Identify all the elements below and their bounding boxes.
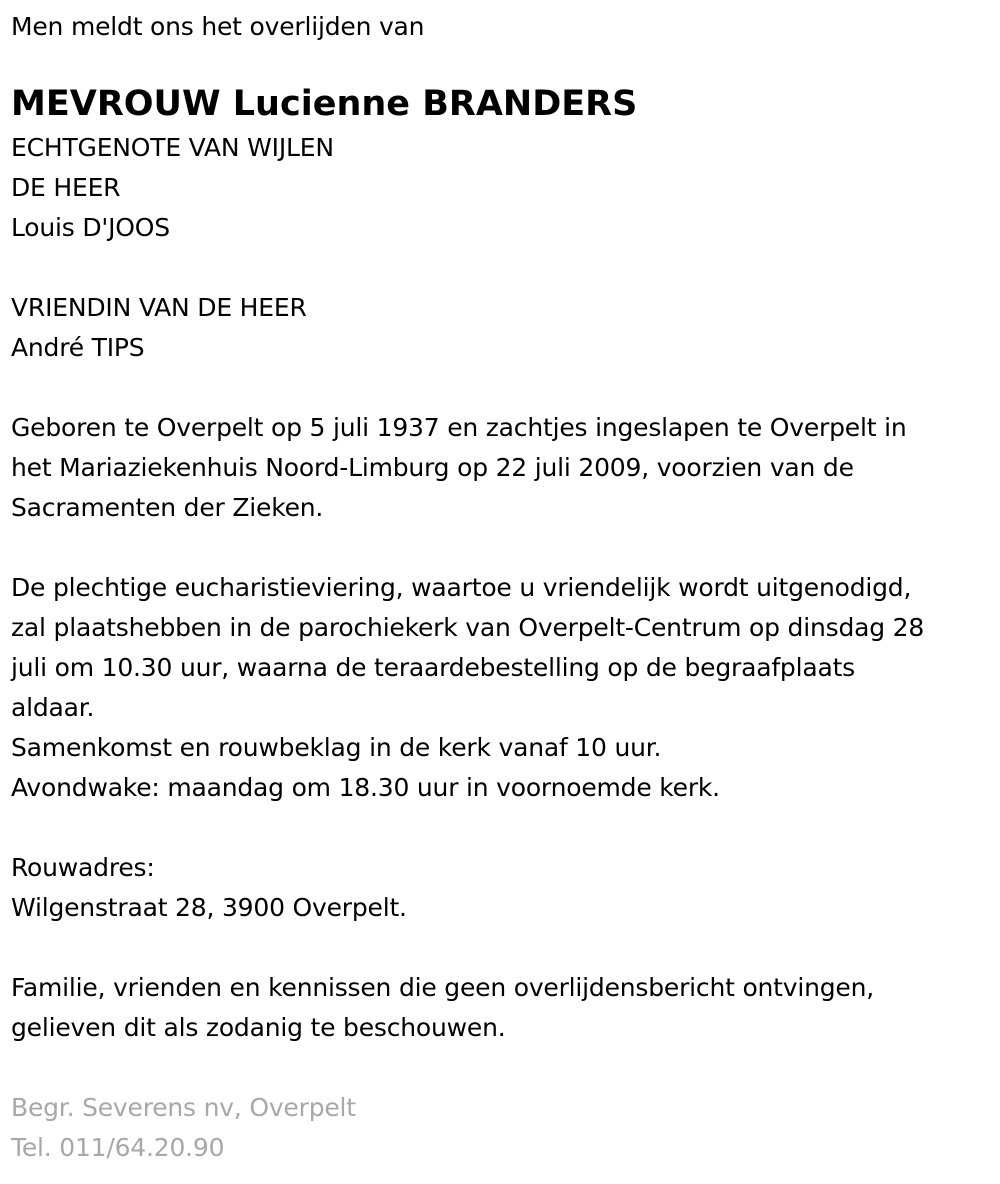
spouse-block — [11, 128, 990, 248]
closing-line: Familie, vrienden en kennissen die geen overlijdensbericht ontvingen, — [11, 973, 875, 1002]
funeral-home-phone: Tel. 011/64.20.90 — [11, 1133, 225, 1162]
funeral-home-name: Begr. Severens nv, Overpelt — [11, 1093, 356, 1122]
address-block — [11, 848, 990, 928]
closing-paragraph — [11, 968, 990, 1048]
funeral-home-footer — [11, 1088, 990, 1168]
birth-paragraph — [11, 408, 990, 528]
birth-line: het Mariaziekenhuis Noord-Limburg op 22 juli 2009, voorzien van de — [11, 453, 854, 482]
ceremony-line: De plechtige eucharistieviering, waartoe u vriendelijk wordt uitgenodigd, — [11, 573, 912, 602]
ceremony-line: Samenkomst en rouwbeklag in de kerk vanaf 10 uur. — [11, 733, 662, 762]
address-value: Wilgenstraat 28, 3900 Overpelt. — [11, 893, 407, 922]
ceremony-line: Avondwake: maandag om 18.30 uur in voornoemde kerk. — [11, 773, 720, 802]
ceremony-paragraph — [11, 568, 990, 808]
friend-line: VRIENDIN VAN DE HEER — [11, 293, 307, 322]
intro-text: Men meldt ons het overlijden van — [11, 12, 425, 41]
ceremony-line: juli om 10.30 uur, waarna de teraardebestelling op de begraafplaats — [11, 653, 856, 682]
ceremony-line: zal plaatshebben in de parochiekerk van Overpelt-Centrum op dinsdag 28 — [11, 613, 925, 642]
closing-line: gelieven dit als zodanig te beschouwen. — [11, 1013, 506, 1042]
spouse-line: DE HEER — [11, 173, 121, 202]
ceremony-line: aldaar. — [11, 693, 95, 722]
address-label: Rouwadres: — [11, 853, 155, 882]
birth-line: Geboren te Overpelt op 5 juli 1937 en zachtjes ingeslapen te Overpelt in — [11, 413, 907, 442]
spouse-line: ECHTGENOTE VAN WIJLEN — [11, 133, 334, 162]
birth-line: Sacramenten der Zieken. — [11, 493, 324, 522]
deceased-name: MEVROUW Lucienne BRANDERS — [11, 84, 638, 124]
friend-block — [11, 288, 990, 368]
friend-line: André TIPS — [11, 333, 145, 362]
spouse-line: Louis D'JOOS — [11, 213, 170, 242]
